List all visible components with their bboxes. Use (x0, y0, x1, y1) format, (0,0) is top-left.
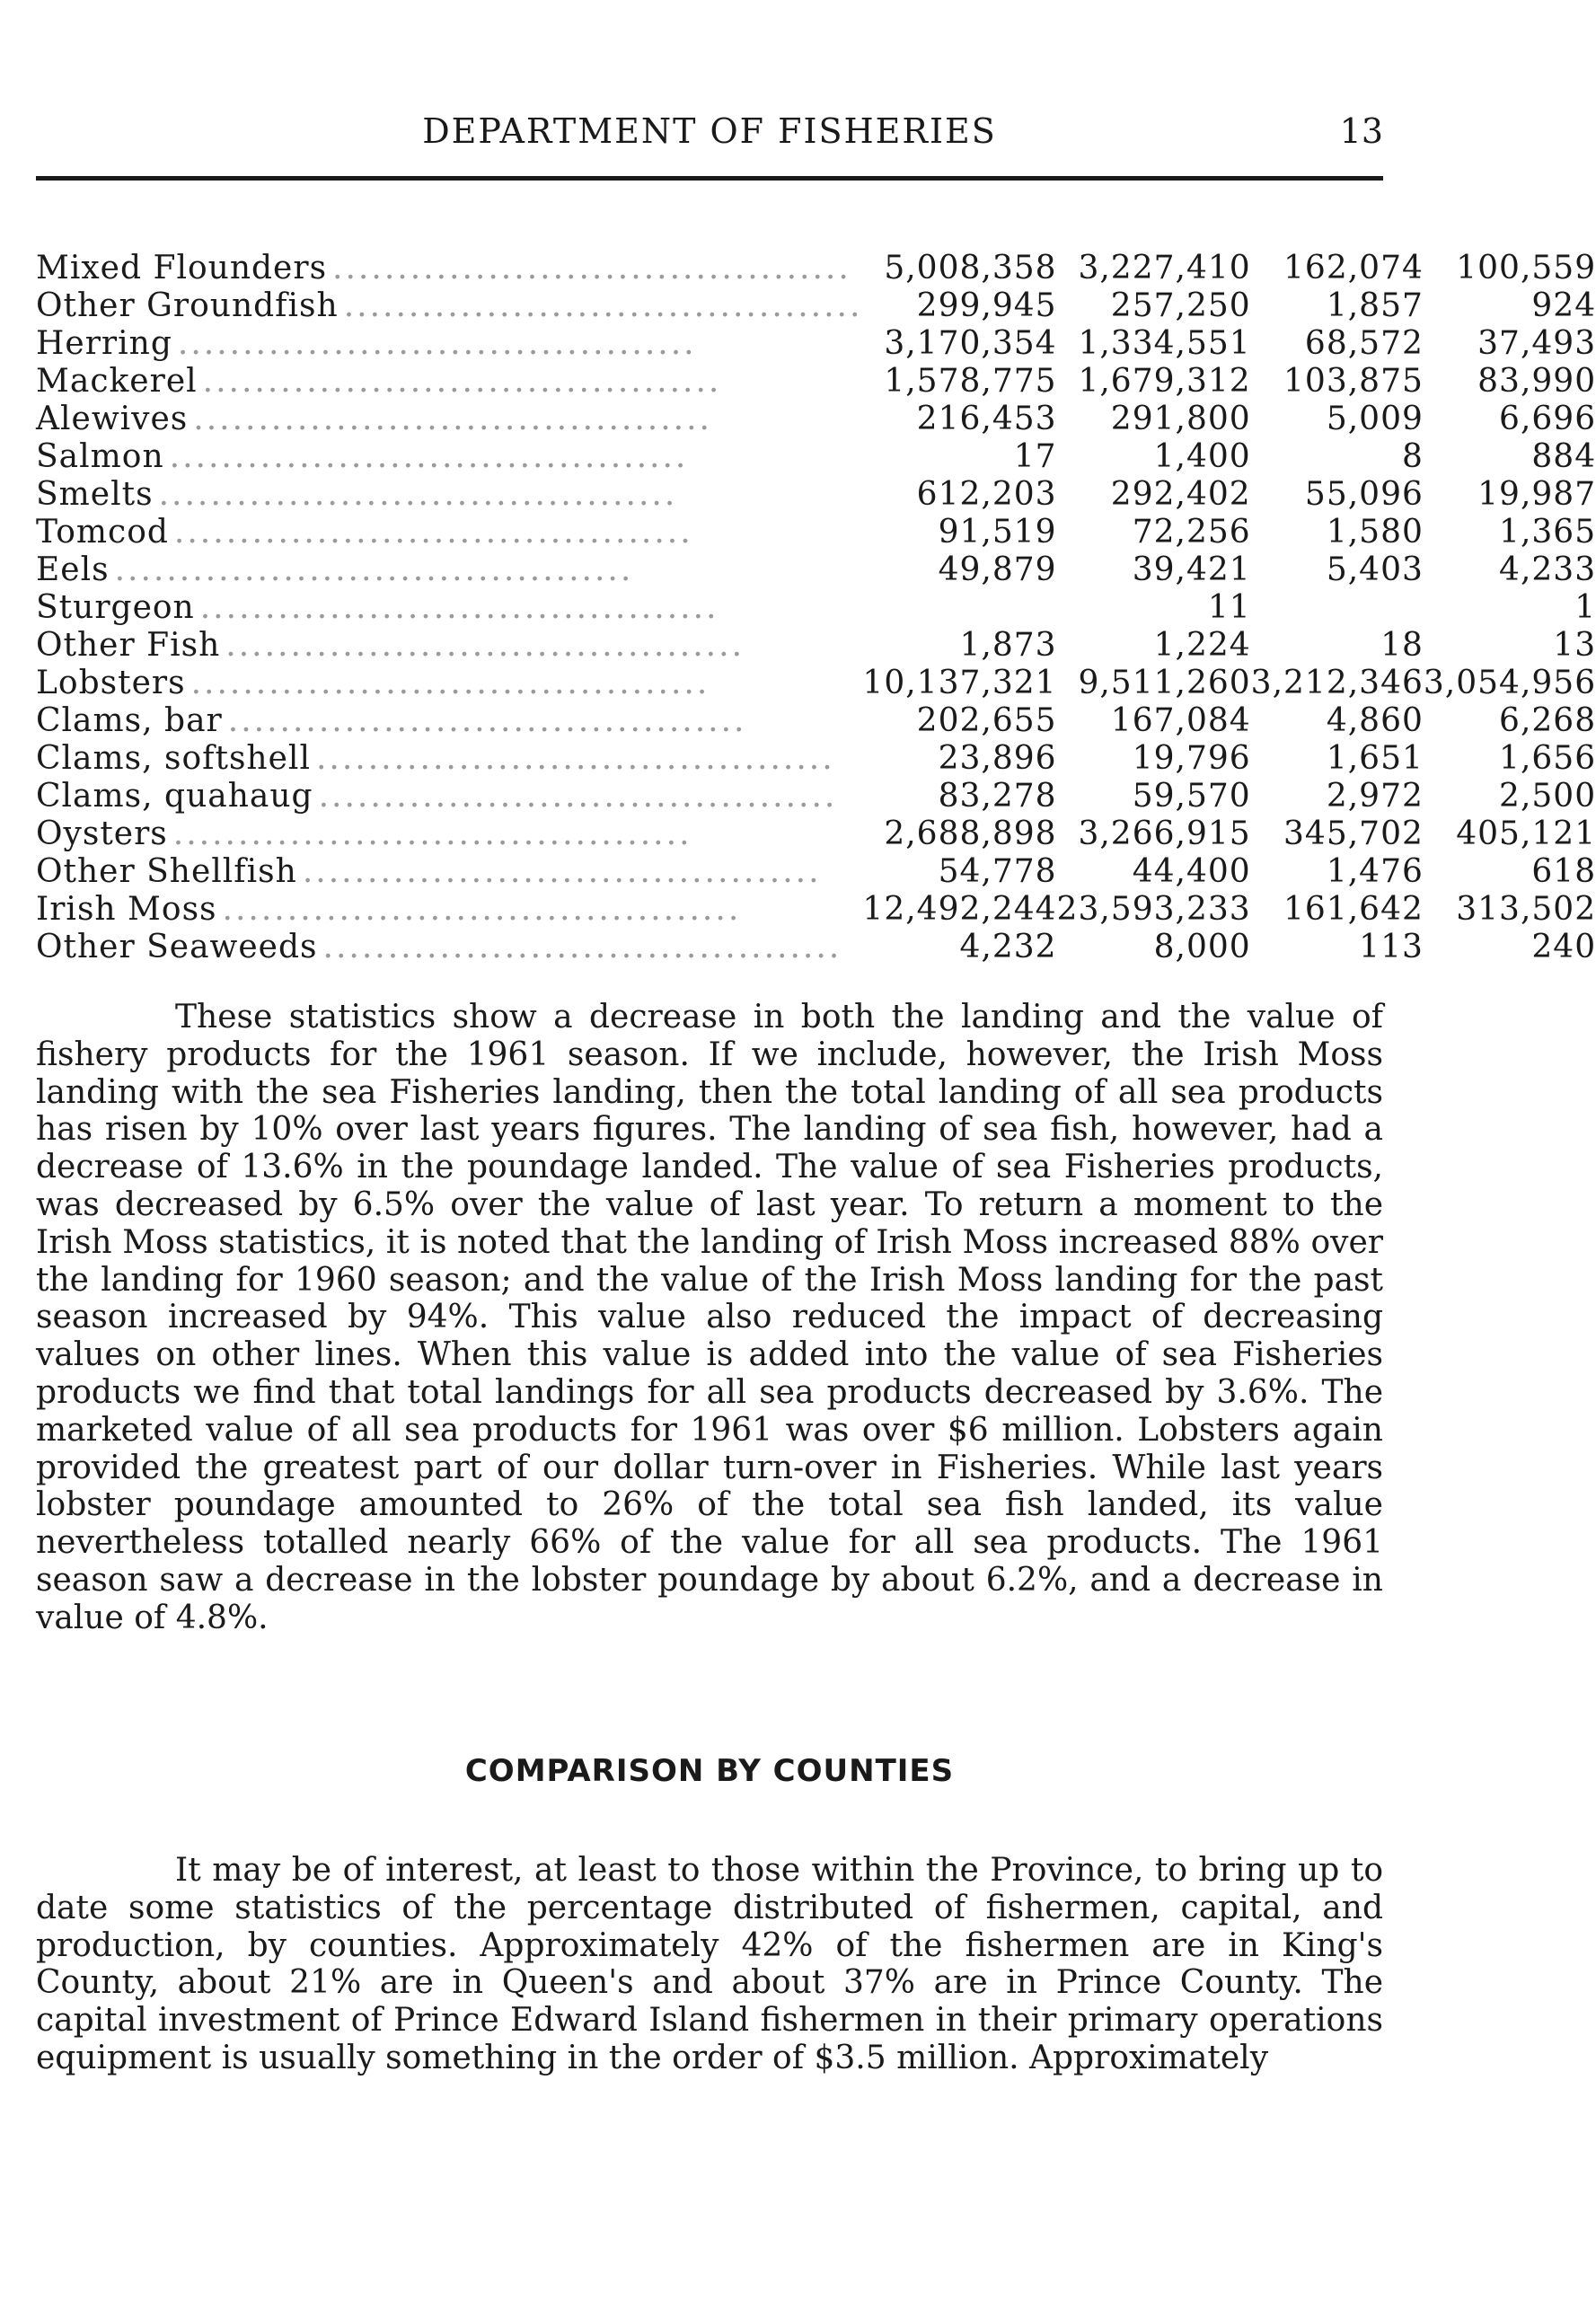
value-cell-c3: 68,572 (1304, 325, 1424, 362)
value-cell-c2: 292,402 (1110, 476, 1251, 513)
table-row (36, 665, 1596, 702)
dot-leader: ........................................ (227, 702, 747, 739)
value-cell-c4: 13 (1553, 627, 1596, 664)
value-cell-c2: 1,334,551 (1078, 325, 1251, 362)
table-body (36, 250, 1596, 966)
value-cell-c1: 91,519 (938, 514, 1057, 551)
value-cell-c3: 2,972 (1326, 778, 1424, 815)
value-cell-c3: 161,642 (1283, 891, 1424, 928)
species-cell (36, 815, 862, 853)
dot-leader: ........................................ (343, 287, 863, 324)
value-cell-c3: 4,860 (1326, 702, 1424, 739)
value-cell-c2: 44,400 (1132, 853, 1251, 890)
value-cell-c2: 19,796 (1132, 740, 1251, 777)
value-cell-c1: 23,896 (938, 740, 1057, 777)
species-label: Irish Moss (36, 891, 223, 928)
table-row (36, 589, 1596, 627)
value-cell-c2: 257,250 (1110, 287, 1251, 324)
value-cell-c4: 2,500 (1499, 778, 1596, 815)
value-cell-c4: 37,493 (1477, 325, 1596, 362)
dot-leader: ........................................ (177, 325, 697, 362)
table-row (36, 363, 1596, 401)
value-cell-c4: 884 (1531, 438, 1596, 475)
species-label: Mixed Flounders (36, 250, 332, 286)
value-cell-c1: 54,778 (938, 853, 1057, 890)
dot-leader: ........................................ (199, 589, 719, 626)
value-cell-c4: 6,268 (1499, 702, 1596, 739)
value-cell-c4: 6,696 (1499, 401, 1596, 437)
species-cell (36, 929, 862, 966)
value-cell-c2: 1,679,312 (1078, 363, 1251, 400)
table-row (36, 702, 1596, 740)
value-cell-c4: 1,656 (1499, 740, 1596, 777)
table-row (36, 891, 1596, 929)
dot-leader: ........................................ (332, 250, 851, 286)
value-cell-c2: 72,256 (1132, 514, 1251, 551)
value-cell-c3: 162,074 (1283, 250, 1424, 286)
species-cell (36, 551, 862, 589)
value-cell-c3: 8 (1401, 438, 1424, 475)
value-cell-c1: 49,879 (938, 551, 1057, 588)
species-label: Clams, softshell (36, 740, 316, 777)
running-head: DEPARTMENT OF FISHERIES (422, 111, 997, 151)
species-label: Clams, quahaug (36, 778, 319, 815)
value-cell-c4: 405,121 (1456, 815, 1596, 852)
species-cell (36, 665, 862, 702)
value-cell-c3: 1,476 (1326, 853, 1424, 890)
dot-leader: ........................................ (315, 740, 835, 777)
species-label: Sturgeon (36, 589, 200, 626)
value-cell-c4: 924 (1531, 287, 1596, 324)
value-cell-c2: 1,400 (1153, 438, 1251, 475)
table-row (36, 325, 1596, 363)
body-paragraph-statistics: These statistics show a decrease in both the landing and the value of fishery products for the 1961 season. If we include, however, the Irish Moss landing with the sea Fisheries landing, then the total landing of all sea products has risen by 10% over last years figures. The landing of sea fish, however, had a decrease of 13.6% in the poundage landed. The value of sea Fisheries products, was decreased by 6.5% over the value of last year. To return a moment to the Irish Moss statistics, it is noted that the landing of Irish Moss increased 88% over the landing for 1960 season; and the value of the Irish Moss landing for the past season increased by 94%. This value also reduced the impact of decreasing values on other lines. When this value is added into the value of sea Fisheries products we find that total landings for all sea products decreased by 3.6%. The marketed value of all sea products for 1961 was over $6 million. Lobsters again provided the greatest part of our dollar turn-over in Fisheries. While last years lobster poundage amounted to 26% of the total sea fish landed, its value nevertheless totalled nearly 66% of the value for all sea products. The 1961 season saw a decrease in the lobster poundage by about 6.2%, and a decrease in value of 4.8%. (36, 999, 1383, 1636)
species-label: Oysters (36, 815, 173, 852)
table-row (36, 514, 1596, 551)
value-cell-c2: 39,421 (1132, 551, 1251, 588)
value-cell-c2: 59,570 (1132, 778, 1251, 815)
value-cell-c2: 11 (1207, 589, 1251, 626)
value-cell-c2: 8,000 (1153, 929, 1251, 965)
value-cell-c3: 5,009 (1326, 401, 1424, 437)
value-cell-c2: 3,227,410 (1078, 250, 1251, 286)
species-cell (36, 250, 862, 287)
species-label: Other Fish (36, 627, 225, 664)
species-label: Alewives (36, 401, 193, 437)
value-cell-c1: 83,278 (938, 778, 1057, 815)
value-cell-c4: 618 (1531, 853, 1596, 890)
dot-leader: ........................................ (173, 514, 693, 551)
dot-leader: ........................................ (302, 853, 822, 890)
value-cell-c3: 5,403 (1326, 551, 1424, 588)
species-cell (36, 476, 862, 514)
species-label: Herring (36, 325, 178, 362)
value-cell-c3: 55,096 (1304, 476, 1424, 513)
value-cell-c4: 3,054,956 (1423, 665, 1596, 701)
species-label: Other Seaweeds (36, 929, 323, 965)
dot-leader: ........................................ (114, 551, 634, 588)
dot-leader: ........................................ (318, 778, 838, 815)
species-cell (36, 778, 862, 815)
species-cell (36, 287, 862, 325)
species-label: Other Groundfish (36, 287, 344, 324)
species-cell (36, 325, 862, 363)
dot-leader: ........................................ (225, 627, 745, 664)
value-cell-c3: 1,580 (1326, 514, 1424, 551)
value-cell-c1: 10,137,321 (862, 665, 1057, 701)
table-row (36, 627, 1596, 665)
value-cell-c4: 240 (1531, 929, 1596, 965)
species-label: Salmon (36, 438, 170, 475)
table-row (36, 401, 1596, 438)
species-cell (36, 401, 862, 438)
species-label: Smelts (36, 476, 159, 513)
dot-leader: ........................................ (158, 476, 678, 513)
table-row (36, 250, 1596, 287)
species-cell (36, 702, 862, 740)
dot-leader: ........................................ (190, 665, 710, 701)
page-header (36, 106, 1383, 160)
value-cell-c3: 1,857 (1326, 287, 1424, 324)
value-cell-c1: 17 (1013, 438, 1057, 475)
page-number: 13 (1339, 111, 1383, 151)
species-label: Lobsters (36, 665, 191, 701)
value-cell-c1: 299,945 (916, 287, 1057, 324)
table-row (36, 853, 1596, 891)
dot-leader: ........................................ (322, 929, 842, 965)
species-cell (36, 891, 862, 929)
value-cell-c1: 12,492,244 (862, 891, 1057, 928)
value-cell-c4: 1 (1574, 589, 1596, 626)
species-label: Clams, bar (36, 702, 228, 739)
header-rule (36, 176, 1383, 181)
value-cell-c3: 1,651 (1326, 740, 1424, 777)
value-cell-c1: 4,232 (959, 929, 1057, 965)
value-cell-c1: 202,655 (916, 702, 1057, 739)
table-row (36, 438, 1596, 476)
species-cell (36, 589, 862, 627)
species-cell (36, 627, 862, 665)
value-cell-c1: 612,203 (916, 476, 1057, 513)
value-cell-c1: 216,453 (916, 401, 1057, 437)
value-cell-c2: 167,084 (1110, 702, 1251, 739)
value-cell-c3: 18 (1380, 627, 1424, 664)
value-cell-c2: 1,224 (1153, 627, 1251, 664)
species-cell (36, 438, 862, 476)
value-cell-c4: 100,559 (1456, 250, 1596, 286)
value-cell-c3: 103,875 (1283, 363, 1424, 400)
species-label: Eels (36, 551, 115, 588)
value-cell-c2: 291,800 (1110, 401, 1251, 437)
dot-leader: ........................................ (172, 815, 692, 852)
value-cell-c1: 1,578,775 (884, 363, 1057, 400)
table-row (36, 287, 1596, 325)
species-label: Mackerel (36, 363, 203, 400)
table-row (36, 778, 1596, 815)
value-cell-c1: 1,873 (959, 627, 1057, 664)
value-cell-c1: 2,688,898 (884, 815, 1057, 852)
fisheries-statistics-table (36, 250, 1596, 966)
value-cell-c4: 19,987 (1477, 476, 1596, 513)
value-cell-c2: 23,593,233 (1056, 891, 1251, 928)
species-cell (36, 740, 862, 778)
table-row (36, 929, 1596, 966)
dot-leader: ........................................ (193, 401, 712, 437)
species-cell (36, 514, 862, 551)
value-cell-c1 (862, 589, 1056, 627)
species-label: Tomcod (36, 514, 174, 551)
table-row (36, 815, 1596, 853)
value-cell-c3 (1251, 589, 1424, 627)
table-row (36, 551, 1596, 589)
value-cell-c2: 9,511,260 (1078, 665, 1251, 701)
value-cell-c3: 345,702 (1283, 815, 1424, 852)
species-label: Other Shellfish (36, 853, 303, 890)
value-cell-c4: 83,990 (1477, 363, 1596, 400)
value-cell-c1: 5,008,358 (884, 250, 1057, 286)
species-cell (36, 363, 862, 401)
table-row (36, 740, 1596, 778)
species-cell (36, 853, 862, 891)
dot-leader: ........................................ (202, 363, 722, 400)
value-cell-c3: 3,212,346 (1250, 665, 1424, 701)
dot-leader: ........................................ (222, 891, 742, 928)
value-cell-c1: 3,170,354 (884, 325, 1057, 362)
value-cell-c4: 313,502 (1456, 891, 1596, 928)
section-heading: COMPARISON BY COUNTIES (464, 1753, 955, 1789)
value-cell-c3: 113 (1359, 929, 1424, 965)
dot-leader: ........................................ (169, 438, 689, 475)
body-paragraph-counties: It may be of interest, at least to those within the Province, to bring up to date some statistics of the percentage distributed of fishermen, capital, and production, by counties. Approximately 42% of the fishermen are in King's County, about 21% are in Queen's and about 37% are in Prince County. The capital investment of Prince Edward Island fishermen in their primary operations equipment is usually something in the order of $3.5 million. Approximately (36, 1852, 1383, 2076)
value-cell-c4: 1,365 (1499, 514, 1596, 551)
value-cell-c4: 4,233 (1499, 551, 1596, 588)
table-row (36, 476, 1596, 514)
value-cell-c2: 3,266,915 (1078, 815, 1251, 852)
